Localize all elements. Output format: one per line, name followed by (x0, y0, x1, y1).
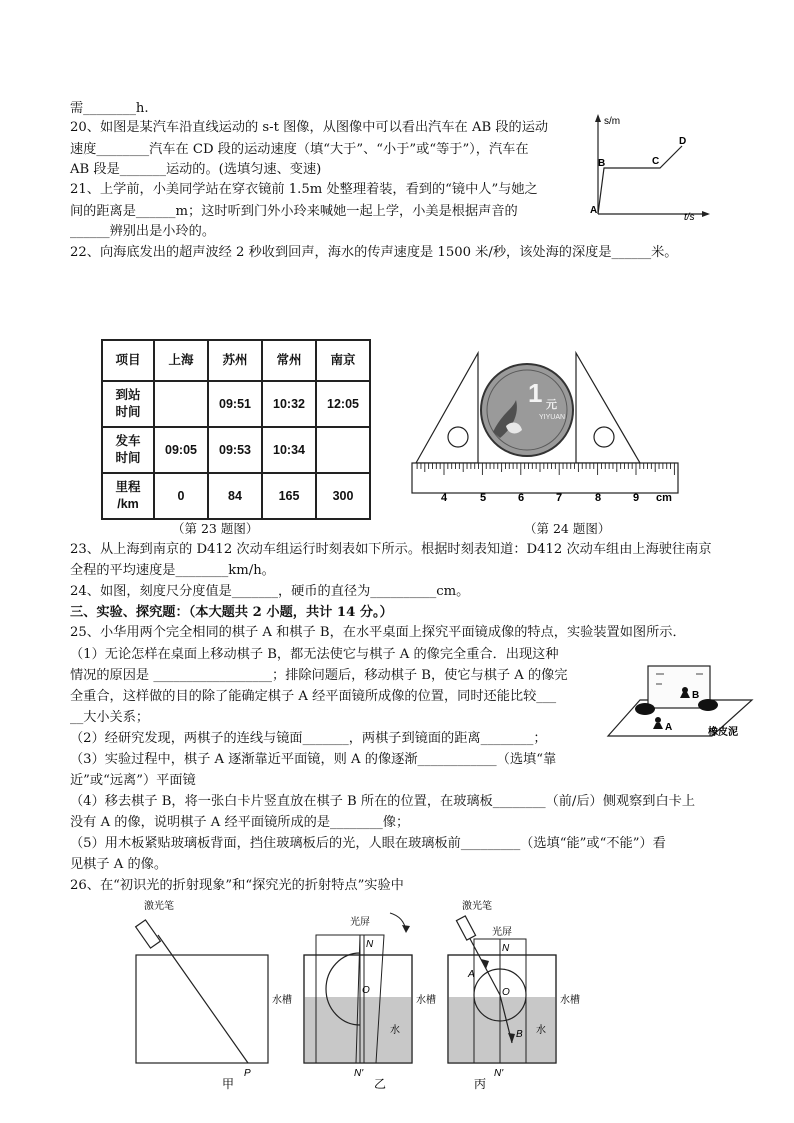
q25-p1-line4: __大小关系； (70, 710, 150, 725)
st-point-d: D (679, 136, 687, 147)
st-point-c: C (652, 156, 660, 167)
table-cell (154, 381, 208, 427)
fig23-caption: （第 23 题图） (172, 521, 259, 536)
table-cell (316, 427, 370, 473)
bing-laser-label: 激光笔 (462, 901, 492, 912)
bing-origin: O (502, 987, 510, 998)
q21-line1: 21、上学前，小美同学站在穿衣镜前 1.5m 处整理着装，看到的“镜中人”与她之 (70, 182, 538, 197)
yi-water: 水 (390, 1025, 400, 1036)
ruler-unit: cm (656, 492, 672, 504)
ruler-label-5: 5 (479, 492, 487, 504)
table-cell: 300 (316, 473, 370, 519)
q21-line3: ______辨别出是小玲的。 (70, 224, 216, 239)
table-cell: 12:05 (316, 381, 370, 427)
jia-tank-label: 水槽 (272, 995, 292, 1006)
jia-caption: 甲 (222, 1077, 235, 1090)
q24-line: 24、如图，刻度尺分度值是_______，硬币的直径为__________cm。 (70, 584, 470, 599)
st-xlabel: t/s (684, 212, 695, 220)
table-cell: 发车 时间 (102, 427, 154, 473)
table-cell: 南京 (316, 340, 370, 381)
st-ylabel: s/m (604, 116, 621, 127)
table-row (102, 381, 370, 427)
jia-laser-label: 激光笔 (144, 901, 174, 912)
q25-p1-line1: （1）无论怎样在桌面上移动棋子 B，都无法使它与棋子 A 的像完全重合．出现这种 (70, 647, 559, 662)
fig24-caption: （第 24 题图） (524, 521, 611, 536)
coin (481, 364, 573, 456)
ruler-figure (408, 350, 688, 510)
q23-line2: 全程的平均速度是________km/h。 (70, 563, 275, 578)
table-cell: 09:51 (208, 381, 262, 427)
yi-tank-label: 水槽 (416, 995, 436, 1006)
yi-screen-label: 光屏 (350, 917, 370, 928)
table-cell: 常州 (262, 340, 316, 381)
q22-line: 22、向海底发出的超声波经 2 秒收到回声，海水的传声速度是 1500 米/秒，该处海的深度是______米。 (70, 245, 678, 260)
yi-caption: 乙 (374, 1077, 387, 1090)
table-cell: 09:05 (154, 427, 208, 473)
table-cell: 0 (154, 473, 208, 519)
coin-value: 1 (528, 378, 543, 408)
table-row (102, 473, 370, 519)
q25-p2: （2）经研究发现，两棋子的连线与镜面_______，两棋子到镜面的距离________； (70, 731, 547, 746)
timetable (101, 339, 371, 520)
table-row (102, 340, 370, 381)
ruler-label-7: 7 (555, 492, 563, 504)
q20-line1: 20、如图是某汽车沿直线运动的 s-t 图像，从图像中可以看出汽车在 AB 段的运动 (70, 120, 549, 135)
q25-p4-line2: 没有 A 的像，说明棋子 A 经平面镜所成的是________像； (70, 815, 410, 830)
section-title: 三、实验、探究题：（本大题共 2 小题，共计 14 分。） (70, 605, 393, 620)
bing-tank-label: 水槽 (560, 995, 580, 1006)
q25-p1-line3: 全重合，这样做的目的除了能确定棋子 A 经平面镜所成像的位置，同时还能比较___ (70, 689, 557, 704)
q25-p3-line2: 近”或“远离”）平面镜 (70, 773, 196, 788)
bing-n-top: N (502, 943, 510, 954)
q25-intro: 25、小华用两个完全相同的棋子 A 和棋子 B，在水平桌面上探究平面镜成像的特点，实验装置如图所示． (70, 625, 686, 640)
table-cell: 09:53 (208, 427, 262, 473)
table-cell: 165 (262, 473, 316, 519)
q20-line3: AB 段是_______运动的。(选填匀速、变速) (70, 162, 322, 177)
st-graph (582, 110, 712, 220)
table-row (102, 427, 370, 473)
q25-p5-line2: 见棋子 A 的像。 (70, 857, 168, 872)
mirror-label-a: A (665, 722, 673, 733)
yi-n-bottom: N' (354, 1068, 364, 1079)
q20-line2: 速度________汽车在 CD 段的运动速度（填“大于”、“小于”或“等于”），汽车在 (70, 142, 529, 157)
bing-n-bottom: N' (494, 1068, 504, 1079)
q21-line2: 间的距离是______m；这时听到门外小玲来喊她一起上学，小美是根据声音的 (70, 204, 518, 219)
mirror-figure (604, 662, 754, 742)
q23-line1: 23、从上海到南京的 D412 次动车组运行时刻表如下所示。根据时刻表知道：D412 次动车组由上海驶往南京 (70, 542, 712, 557)
q25-p1-line2: 情况的原因是 __________________；排除问题后，移动棋子 B，使它与棋子 A 的像完 (70, 668, 568, 683)
table-cell: 项目 (102, 340, 154, 381)
coin-text: YIYUAN (539, 414, 566, 421)
q25-p4-line1: （4）移去棋子 B，将一张白卡片竖直放在棋子 B 所在的位置，在玻璃板________（前/后）侧观察到白卡上 (70, 794, 696, 809)
ruler-label-8: 8 (594, 492, 602, 504)
st-point-b: B (598, 158, 606, 169)
q26-intro: 26、在“初识光的折射现象”和“探究光的折射特点”实验中 (70, 878, 404, 893)
bing-screen-label: 光屏 (492, 927, 512, 938)
table-cell: 到站 时间 (102, 381, 154, 427)
table-cell: 苏州 (208, 340, 262, 381)
q25-p5-line1: （5）用木板紧贴玻璃板背面，挡住玻璃板后的光，人眼在玻璃板前_________（选填“能”或“不能”）看 (70, 836, 666, 851)
table-cell: 10:32 (262, 381, 316, 427)
table-cell: 上海 (154, 340, 208, 381)
coin-yuan: 元 (546, 399, 557, 411)
bing-point-b: B (516, 1029, 523, 1040)
table-cell: 里程 /km (102, 473, 154, 519)
bing-water: 水 (536, 1025, 546, 1036)
yi-n-top: N (366, 939, 374, 950)
table-cell: 10:34 (262, 427, 316, 473)
mirror-label-b: B (692, 690, 700, 701)
mirror-clay-label: 橡皮泥 (708, 727, 738, 738)
q25-p3-line1: （3）实验过程中，棋子 A 逐渐靠近平面镜，则 A 的像逐渐____________（选填“靠 (70, 752, 557, 767)
st-point-a: A (590, 205, 598, 216)
table-cell: 84 (208, 473, 262, 519)
jia-point-p: P (244, 1068, 251, 1079)
bing-point-a: A (468, 969, 475, 980)
ruler-label-6: 6 (517, 492, 525, 504)
q19-tail: 需________h. (70, 101, 149, 116)
ruler-label-9: 9 (632, 492, 640, 504)
bing-caption: 丙 (474, 1077, 487, 1090)
refraction-figures (128, 895, 598, 1090)
ruler-label-4: 4 (440, 492, 448, 504)
yi-origin: O (362, 985, 370, 996)
